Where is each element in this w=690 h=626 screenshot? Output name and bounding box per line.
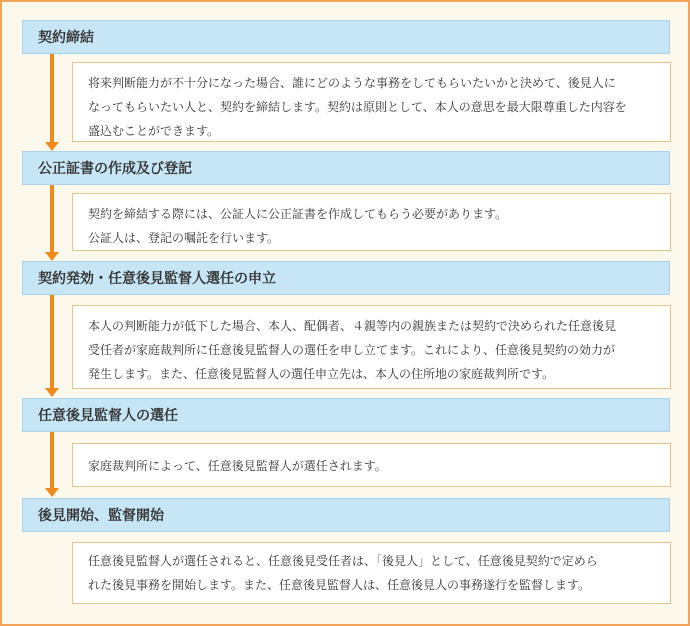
arrow-down-icon [45,252,59,261]
step-5-line-1: 任意後見監督人が選任されると、任意後見受任者は、「後見人」として、任意後見契約で定めら [88,554,598,568]
step-3-line-2: 受任者が家庭裁判所に任意後見監督人の選任を申し立てます。これにより、任意後見契約の効力が [88,343,616,357]
arrow-down-icon [45,488,59,497]
arrow-down-icon [45,388,59,397]
step-1-connector [50,54,54,142]
step-3-line-1: 本人の判断能力が低下した場合、本人、配偶者、４親等内の親族または契約で決められた任意後見 [88,319,617,333]
step-2-line-1: 契約を締結する際には、公証人に公正証書を作成してもらう必要があります。 [88,207,508,221]
step-5-line-2: れた後見事務を開始します。また、任意後見監督人は、任意後見人の事務遂行を監督します。 [88,578,591,592]
step-5-title: 後見開始、監督開始 [22,498,670,532]
step-4-line-1: 家庭裁判所によって、任意後見監督人が選任されます。 [88,459,387,473]
arrow-down-icon [45,142,59,151]
step-1-line-3: 盛込むことができます。 [88,124,220,138]
step-1-title: 契約締結 [22,20,670,54]
step-3-description [72,305,671,389]
step-2-line-2: 公証人は、登記の嘱託を行います。 [88,231,280,245]
step-2-connector [50,185,54,252]
step-2-description [72,193,671,251]
step-2-title: 公正証書の作成及び登記 [22,151,670,185]
step-3-line-3: 発生します。また、任意後見監督人の選任申立先は、本人の住所地の家庭裁判所です。 [88,367,555,381]
step-1-line-1: 将来判断能力が不十分になった場合、誰にどのような事務をしてもらいたいかと決めて、後見人に [88,76,616,90]
step-5-description [72,542,671,604]
step-1-line-2: なってもらいたい人と、契約を締結します。契約は原則として、本人の意思を最大限尊重した内容を [88,100,627,114]
step-4-description [72,443,671,487]
step-3-connector [50,295,54,388]
step-4-connector [50,432,54,488]
step-1-description [72,62,671,142]
step-3-title: 契約発効・任意後見監督人選任の申立 [22,261,670,295]
step-4-title: 任意後見監督人の選任 [22,398,670,432]
